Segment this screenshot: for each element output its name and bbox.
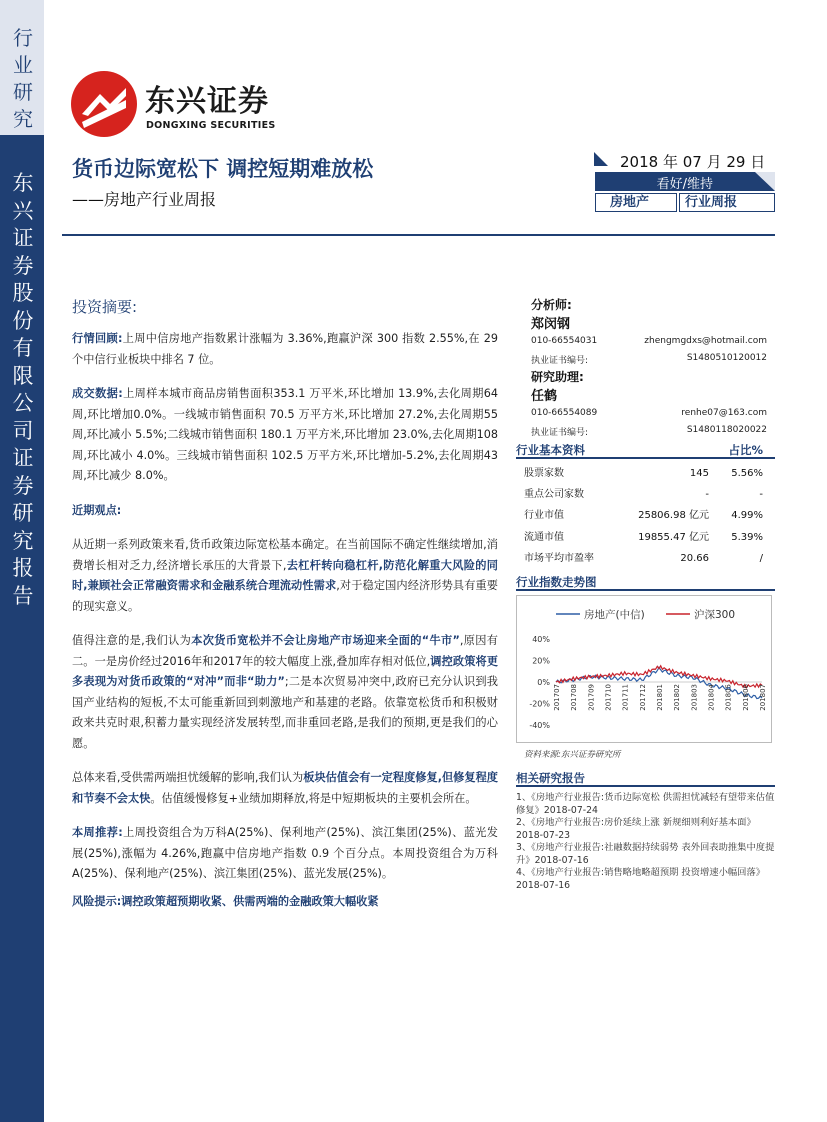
rating-triangle-icon	[755, 172, 775, 191]
table-row	[516, 527, 775, 548]
x-tick-label: 201709	[587, 684, 596, 711]
logo-text-en: DONGXING SECURITIES	[146, 120, 276, 131]
x-tick-label: 201707	[553, 684, 561, 711]
assistant-cert-row	[531, 425, 767, 438]
tag-report-type: 行业周报	[679, 193, 775, 212]
x-tick-label: 201802	[673, 684, 682, 711]
x-tick-label: 201710	[604, 684, 613, 711]
table-row	[516, 484, 775, 505]
deal-data-paragraph	[72, 384, 498, 487]
row-pct: 5.56%	[731, 468, 763, 479]
chart-source: 资料来源:东兴证券研究所	[524, 750, 621, 760]
assistant-name: 任鹤	[531, 389, 558, 404]
analyst-cert: S1480510120012	[686, 353, 767, 363]
x-tick-label: 201711	[621, 684, 630, 711]
row-value: 19855.47 亿元	[638, 531, 709, 543]
list-item[interactable]: 1、《房地产行业报告:货币边际宽松 供需担忧减轻有望带来估值修复》2018-07-24	[516, 792, 775, 816]
view-p2-text-e: ;二是本次贸易冲突中,政府已充分认识到我国产业结构的短板,不太可能重新回到刺激地产和基建的老路。依靠宽松货币和积极财政来共克时艰,积蓄力量实现经济发展转型,而非重回老路,是我们的预期,更是我们的心愿。	[72, 675, 498, 750]
row-value: -	[705, 489, 709, 501]
view-p2-text-c: ,原因有二。一是房价经过2016年和2017年的较大幅度上涨,叠加库存相对低位,	[72, 634, 498, 668]
sidebar-bottom	[0, 135, 44, 1122]
assistant-title: 研究助理:	[531, 370, 584, 384]
analyst-email[interactable]: zhengmgdxs@hotmail.com	[644, 336, 767, 346]
assistant-contact-row	[531, 408, 767, 418]
view-p1-text-c: ,对于稳定国内经济形势具有重要的现实意义。	[72, 579, 498, 613]
report-subtitle: ——房地产行业周报	[72, 190, 217, 209]
y-tick-label: 20%	[532, 656, 550, 666]
recommend-text: 上周投资组合为万科A(25%)、保利地产(25%)、滨江集团(25%)、蓝光发展(25%),涨幅为 4.26%,跑赢中信房地产指数 0.9 个百分点。本周投资组合为万科A(25%)、保利地产(25%)、滨江集团(25%)、蓝光发展(25%)。	[72, 826, 498, 880]
view-paragraph-1	[72, 535, 498, 617]
list-item[interactable]: 2、《房地产行业报告:房价延续上涨 新规细则利好基本面》2018-07-23	[516, 817, 756, 841]
row-name: 流通市值	[524, 531, 564, 543]
analyst-phone: 010-66554031	[531, 336, 598, 346]
rating-label: 看好/维持	[656, 177, 713, 192]
view-p3-highlight: 板块估值会有一定程度修复,但修复程度和节奏不会太快	[72, 771, 498, 805]
list-item[interactable]: 3、《房地产行业报告:社融数据持续弱势 表外回表助推集中度提升》2018-07-16	[516, 842, 775, 866]
header-rule	[62, 234, 775, 236]
tag-sector: 房地产	[595, 193, 677, 212]
trend-chart	[516, 595, 772, 743]
row-pct: 4.99%	[731, 510, 763, 522]
x-tick-label: 201801	[656, 684, 664, 711]
x-tick-label: 201803	[690, 684, 699, 711]
assistant-cert-label: 执业证书编号:	[531, 428, 589, 438]
industry-data-title: 行业基本资料	[516, 443, 585, 457]
industry-data-pct-header: 占比%	[728, 443, 763, 457]
x-tick-label: 201807	[759, 684, 767, 711]
table-row	[516, 463, 775, 484]
corner-triangle-icon	[594, 152, 608, 166]
industry-data-table	[516, 463, 775, 569]
related-title: 相关研究报告	[516, 771, 585, 785]
row-name: 股票家数	[524, 468, 564, 479]
view-label-paragraph	[72, 501, 498, 522]
related-header	[516, 770, 775, 787]
legend-label: 沪深300	[694, 609, 736, 621]
view-p3-text-c: 。估值缓慢修复+业绩加期释放,将是中短期板块的主要机会所在。	[150, 791, 477, 805]
view-label: 近期观点:	[72, 503, 122, 517]
analyst-cert-label: 执业证书编号:	[531, 356, 589, 366]
row-name: 行业市值	[524, 510, 564, 522]
analyst-title: 分析师:	[531, 298, 572, 312]
sidebar-top	[0, 0, 44, 135]
row-value: 20.66	[680, 552, 709, 564]
trend-title: 行业指数走势图	[516, 575, 597, 589]
x-tick-label: 201806	[741, 684, 750, 711]
table-row	[516, 505, 775, 526]
y-tick-label: 40%	[532, 635, 550, 644]
row-value: 145	[689, 468, 709, 479]
logo-emblem-icon	[70, 70, 138, 138]
market-review-text: 上周中信房地产指数累计涨幅为 3.36%,跑赢沪深 300 指数 2.55%,在 29 个中信行业板块中排名 7 位。	[72, 332, 498, 366]
view-p1-highlight: 去杠杆转向稳杠杆,防范化解重大风险的同时,兼顾社会正常融资需求和金融系统合理流动性需求	[72, 558, 498, 592]
recommend-label: 本周推荐:	[72, 826, 123, 839]
deal-data-label: 成交数据:	[72, 387, 123, 400]
view-p1-text-a: 从近期一系列政策来看,货币政策边际宽松基本确定。在当前国际不确定性继续增加,消费增长相对乏力,经济增长承压的大背景下,	[72, 538, 498, 572]
x-tick-label: 201805	[724, 684, 733, 711]
table-row	[516, 548, 775, 569]
view-p3-text-a: 总体来看,受供需两端担忧缓解的影响,我们认为	[72, 771, 304, 784]
market-review-paragraph	[72, 329, 498, 370]
view-paragraph-3	[72, 768, 498, 809]
row-name: 重点公司家数	[524, 489, 584, 501]
x-tick-label: 201712	[638, 684, 647, 711]
y-tick-label: -20%	[529, 699, 550, 709]
list-item[interactable]: 4、《房地产行业报告:销售略地略超预期 投资增速小幅回落》2018-07-16	[516, 867, 766, 891]
view-p2-text-a: 值得注意的是,我们认为	[72, 634, 192, 647]
related-list	[516, 792, 778, 892]
x-tick-label: 201708	[570, 684, 579, 711]
industry-data-header	[516, 442, 775, 459]
recommend-paragraph	[72, 823, 498, 885]
view-p2-highlight-1: 本次货币宽松并不会让房地产市场迎来全面的“牛市”	[191, 634, 460, 647]
assistant-cert: S1480118020022	[686, 425, 767, 435]
row-pct: -	[759, 489, 763, 501]
assistant-phone: 010-66554089	[531, 408, 598, 418]
risk-warning: 风险提示:调控政策超预期收紧、供需两端的金融政策大幅收紧	[72, 894, 379, 908]
x-tick-label: 201804	[707, 684, 716, 711]
view-paragraph-2	[72, 631, 498, 754]
y-tick-label: 0%	[537, 678, 550, 687]
sidebar-top-label: 行业研究	[13, 26, 33, 131]
report-title: 货币边际宽松下 调控短期难放松	[72, 157, 374, 181]
summary-title: 投资摘要:	[72, 298, 138, 316]
analyst-contact-row	[531, 336, 767, 346]
trend-header	[516, 574, 775, 591]
row-pct: 5.39%	[731, 531, 763, 543]
row-pct: /	[759, 552, 763, 564]
sidebar-bottom-label: 东兴证券股份有限公司证券研究报告	[12, 171, 34, 608]
row-name: 市场平均市盈率	[524, 552, 594, 564]
assistant-email[interactable]: renhe07@163.com	[681, 408, 767, 418]
row-value: 25806.98 亿元	[638, 510, 709, 522]
deal-data-text: 上周样本城市商品房销售面积353.1 万平米,环比增加 13.9%,去化周期64周,环比增加0.0%。一线城市销售面积 70.5 万平方米,环比增加 27.2%,去化周期55 周,环比减小 5.5%;二线城市销售面积 180.1 万平方米,环比增加 23.0%,去化周期108 周,环比减小 4.0%。三线城市销售面积 102.5 万平方米,环比增加-5.2%,去化周期43 周,环比减少 8.0%。	[72, 387, 498, 482]
view-p2-highlight-2: 调控政策将更多表现为对货币政策的“对冲”而非“助力”	[72, 654, 498, 688]
report-date: 2018 年 07 月 29 日	[620, 153, 766, 171]
analyst-cert-row	[531, 353, 767, 366]
analyst-name: 郑闵钢	[531, 317, 571, 332]
y-tick-label: -40%	[529, 721, 550, 730]
logo-text-cn: 东兴证券	[145, 84, 269, 119]
legend-label: 房地产(中信)	[584, 609, 645, 621]
market-review-label: 行情回顾:	[72, 332, 123, 345]
summary-column	[72, 296, 498, 909]
rating-bar	[595, 172, 775, 191]
